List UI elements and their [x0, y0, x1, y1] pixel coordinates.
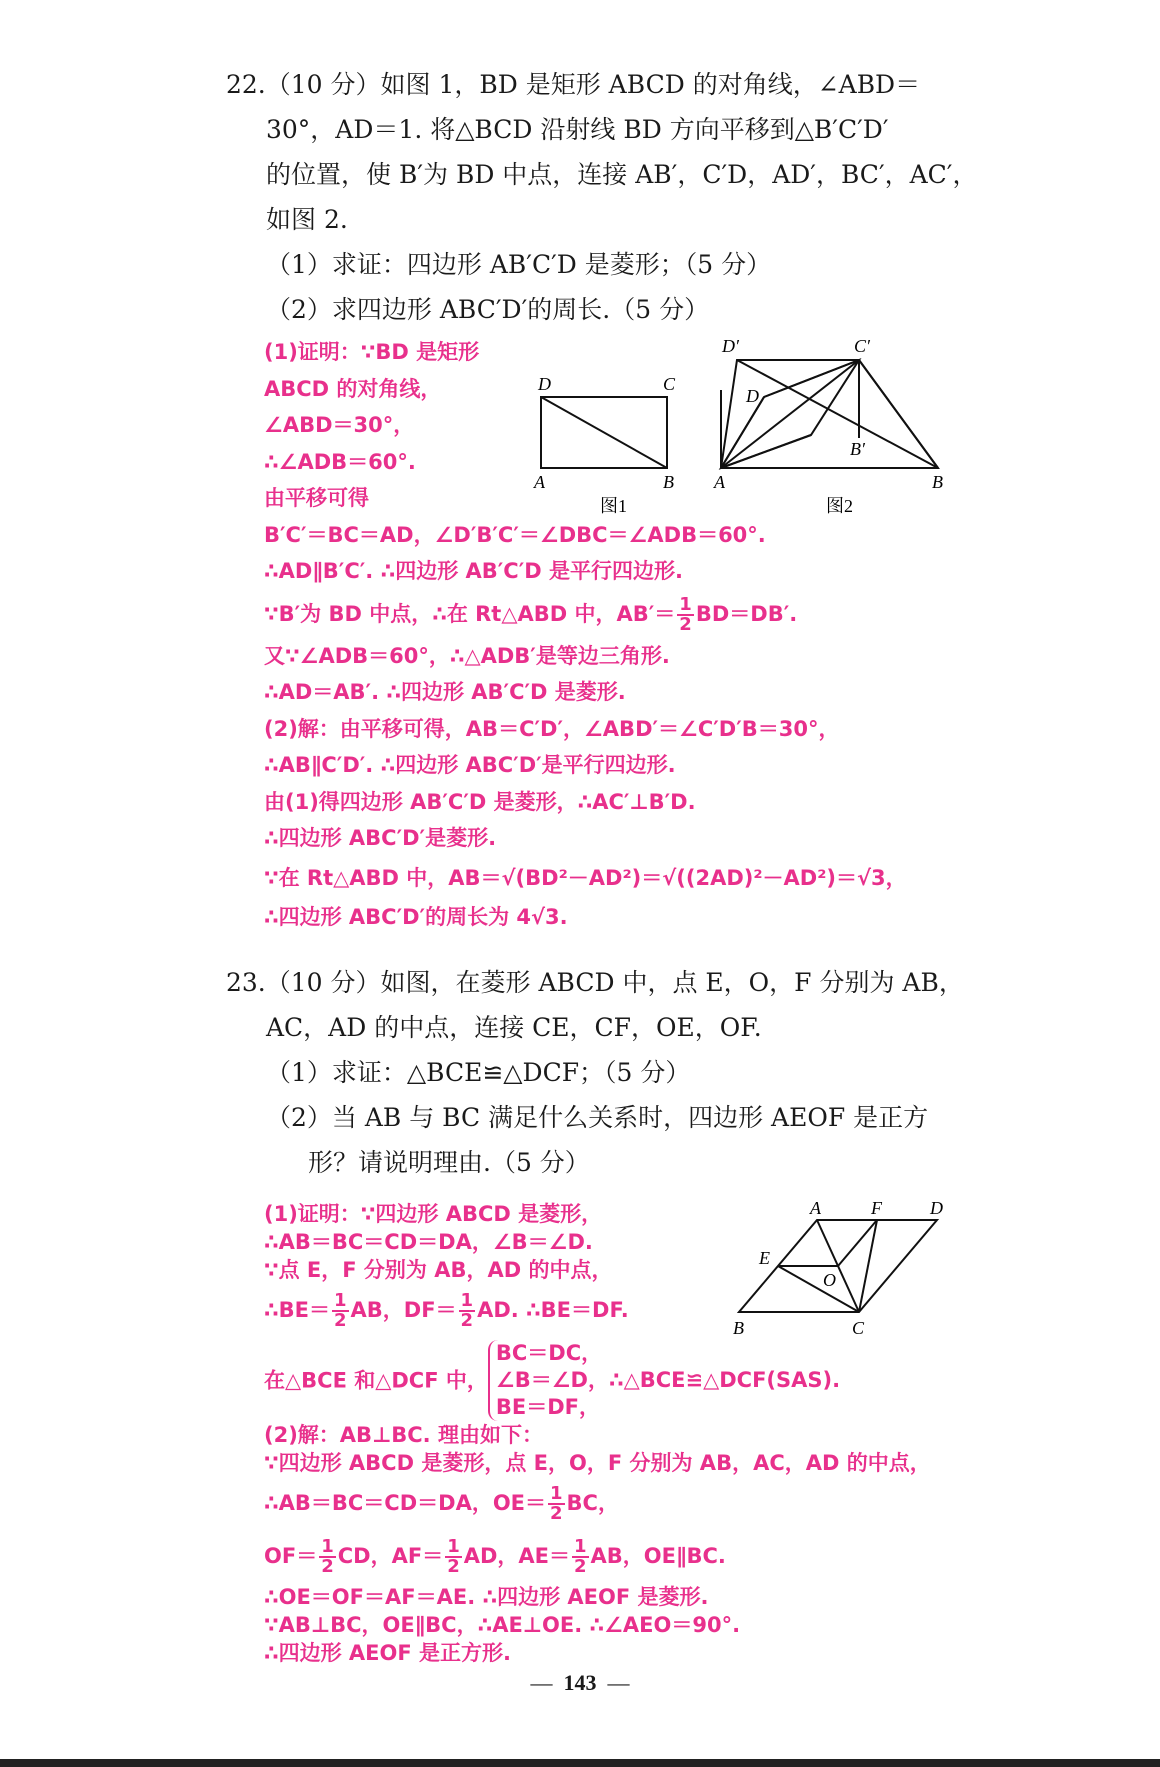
fraction-half: $\frac{1}{2}$	[574, 1536, 587, 1577]
fraction-half: $\frac{1}{2}$	[333, 1290, 347, 1331]
a23-line-a2: ∴AB＝BC＝CD＝DA，∠B＝∠D.	[264, 1230, 593, 1254]
figure-1	[541, 397, 667, 468]
fig2-label-dp: D′	[722, 336, 739, 356]
a22-frac-pre: ∵B′为 BD 中点，∴在 Rt△ABD 中，AB′＝	[264, 601, 676, 626]
a22-line-a1: B′C′＝BC＝AD，∠D′B′C′＝∠DBC＝∠ADB＝60°.	[264, 522, 766, 547]
a22-left-1: (1)证明：∵BD 是矩形	[264, 340, 480, 364]
fig2-label-a: A	[714, 472, 725, 492]
fig1-caption: 图1	[600, 496, 627, 516]
a22-left-4: ∴∠ADB＝60°.	[264, 449, 416, 474]
fig1-label-d: D	[538, 374, 551, 394]
fraction-half: $\frac{1}{2}$	[447, 1536, 460, 1577]
a22-left-5: 由平移可得	[264, 486, 369, 510]
page-number	[0, 1670, 1160, 1696]
fig2-label-cp: C′	[854, 336, 870, 356]
a22-frac-line	[264, 590, 907, 638]
fig3-label-c: C	[852, 1318, 865, 1338]
segment-cf	[859, 1220, 877, 1312]
q23-stem-1: 23.（10 分）如图，在菱形 ABCD 中，点 E，O，F 分别为 AB，	[226, 968, 964, 997]
a22-frac-post: BD＝DB′.	[695, 601, 798, 626]
question-22	[226, 62, 978, 332]
fig1-label-c: C	[663, 374, 676, 394]
fig3-label-f: F	[871, 1198, 882, 1218]
page-dash-left: —	[530, 1670, 564, 1695]
fig2-label-d: D	[746, 386, 759, 406]
segment-ad	[721, 397, 764, 468]
q23-part-1: （1）求证：△BCE≌△DCF；（5 分）	[266, 1058, 691, 1087]
page-dash-right: —	[596, 1670, 630, 1695]
fig1-label-a: A	[534, 472, 545, 492]
a23-brace-line: 在△BCE 和△DCF 中， BC＝DC， ∠B＝∠D，∴△BCE≌△DCF(SAS). BE＝DF，	[264, 1341, 841, 1419]
a22-line-a2: ∴AD∥B′C′. ∴四边形 AB′C′D 是平行四边形.	[264, 559, 683, 583]
segment-of	[838, 1220, 877, 1266]
a22-line-b2: ∴AD＝AB′. ∴四边形 AB′C′D 是菱形.	[264, 680, 626, 704]
fraction-half: $\frac{1}{2}$	[550, 1483, 563, 1524]
brace-system: BC＝DC， ∠B＝∠D，∴△BCE≌△DCF(SAS). BE＝DF，	[488, 1340, 840, 1421]
fraction-half: $\frac{1}{2}$	[321, 1536, 334, 1577]
a23-line-b2: ∵四边形 ABCD 是菱形，点 E，O，F 分别为 AB，AC，AD 的中点，	[264, 1451, 931, 1475]
a23-line-c2: ∵AB⊥BC，OE∥BC，∴AE⊥OE. ∴∠AEO＝90°.	[264, 1613, 741, 1637]
fig2-caption: 图2	[826, 496, 853, 516]
figure-22	[520, 330, 950, 520]
q22-stem-2: 30°，AD＝1. 将△BCD 沿射线 BD 方向平移到△B′C′D′	[266, 115, 889, 144]
question-23	[226, 960, 964, 1185]
a22-line-b6: ∴四边形 ABC′D′是菱形.	[264, 826, 497, 850]
fig3-label-d: D	[930, 1198, 943, 1218]
fig1-label-b: B	[663, 472, 674, 492]
figure-23	[725, 1196, 955, 1341]
q22-stem-1: 22.（10 分）如图 1，BD 是矩形 ABCD 的对角线，∠ABD＝	[226, 70, 921, 99]
a23-of-line: OF＝ $\frac{1}{2}$ CD，AF＝ $\frac{1}{2}$ AD，AE＝ $\frac{1}{2}$ AB，OE∥BC.	[264, 1536, 726, 1577]
a23-line-c1: ∴OE＝OF＝AF＝AE. ∴四边形 AEOF 是菱形.	[264, 1585, 709, 1609]
a22-line-b8: ∴四边形 ABC′D′的周长为 4√3.	[264, 904, 568, 929]
fig3-label-e: E	[759, 1248, 770, 1268]
q23-part-2a: （2）当 AB 与 BC 满足什么关系时，四边形 AEOF 是正方	[266, 1103, 929, 1132]
a22-line-b4: ∴AB∥C′D′. ∴四边形 ABC′D′是平行四边形.	[264, 753, 676, 777]
page-number-value: 143	[563, 1670, 597, 1695]
fig3-label-b: B	[733, 1318, 744, 1338]
q23-stem-2: AC，AD 的中点，连接 CE，CF，OE，OF.	[266, 1013, 762, 1042]
fraction-half: $\frac{1}{2}$	[460, 1290, 474, 1331]
a22-line-b5: 由(1)得四边形 AB′C′D 是菱形，∴AC′⊥B′D.	[264, 789, 696, 814]
a23-oe-line: ∴AB＝BC＝CD＝DA，OE＝ $\frac{1}{2}$ BC，	[264, 1483, 619, 1524]
bottom-bar	[0, 1759, 1160, 1767]
a23-line-a3: ∵点 E，F 分别为 AB，AD 的中点，	[264, 1258, 613, 1282]
a23-be-line: ∴BE＝ $\frac{1}{2}$ AB，DF＝ $\frac{1}{2}$ AD. ∴BE＝DF.	[264, 1290, 629, 1331]
fig3-label-o: O	[823, 1270, 836, 1290]
q22-part-2: （2）求四边形 ABC′D′的周长.（5 分）	[266, 295, 710, 324]
a22-left-3: ∠ABD＝30°，	[264, 413, 415, 437]
segment-ce	[778, 1266, 859, 1312]
a22-line-b3: (2)解：由平移可得，AB＝C′D′，∠ABD′＝∠C′D′B＝30°，	[264, 716, 840, 741]
a23-line-a1: (1)证明：∵四边形 ABCD 是菱形，	[264, 1202, 603, 1226]
a22-line-b1: 又∵∠ADB＝60°，∴△ADB′是等边三角形.	[264, 643, 670, 668]
segment-dc'	[764, 360, 859, 397]
fig3-label-a: A	[810, 1198, 821, 1218]
q22-part-1: （1）求证：四边形 AB′C′D 是菱形；（5 分）	[266, 250, 772, 279]
fig2-label-b: B	[932, 472, 943, 492]
fraction-half: $\frac{1}{2}$	[679, 593, 692, 635]
segment-bc'	[859, 360, 938, 468]
q23-part-2b: 形？请说明理由.（5 分）	[308, 1148, 590, 1177]
segment-ab'	[721, 435, 811, 468]
figure-2	[721, 360, 938, 468]
fig2-label-bp: B′	[850, 439, 865, 459]
a22-line-b7: ∵在 Rt△ABD 中，AB＝√(BD²－AD²)＝√((2AD)²－AD²)＝√3，	[264, 865, 907, 890]
q22-stem-3: 的位置，使 B′为 BD 中点，连接 AB′，C′D，AD′，BC′，AC′，	[266, 160, 978, 189]
a23-line-c3: ∴四边形 AEOF 是正方形.	[264, 1641, 512, 1665]
diagonal-bd	[541, 397, 667, 468]
q22-stem-4: 如图 2.	[266, 205, 348, 234]
a23-line-b1: (2)解：AB⊥BC. 理由如下：	[264, 1423, 543, 1447]
a22-left-2: ABCD 的对角线，	[264, 376, 442, 401]
